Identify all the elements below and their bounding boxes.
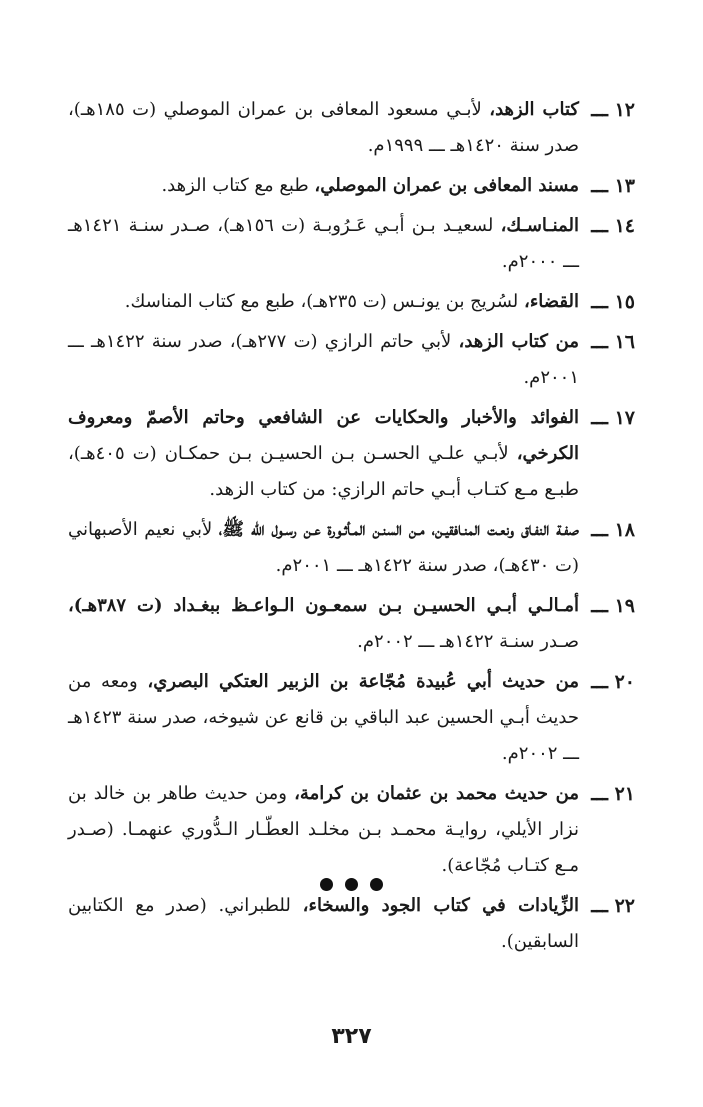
entry-body — [68, 588, 579, 660]
list-item — [68, 588, 635, 660]
list-item — [68, 400, 635, 508]
entry-body — [68, 400, 579, 508]
entry-text: لسُريج بن يونـس (ت ٢٣٥هـ)، طبع مع كتاب المناسك. — [124, 291, 519, 312]
page-number: ٣٢٧ — [331, 1024, 372, 1049]
entry-title: المنـاسـك، — [500, 215, 579, 236]
entry-title: صفـة النفـاق ونعـت المنـافقيـن، مـن السنـن المـأثـورة عـن رسـول الله ﷺ، — [218, 519, 579, 540]
entry-body — [68, 208, 579, 280]
entry-body — [68, 888, 579, 960]
list-item — [68, 168, 635, 204]
entry-number: ٢٠ ـــ — [591, 671, 635, 693]
entry-text: ومن حديث طاهر بن خالد بن نزار الأيلي، روايـة محمـد بـن مخلـد العطّـار الـدُّوري عنهمـا. (صـدر مـع كتـاب مُجّاعة). — [68, 783, 579, 876]
entry-number: ١٥ ـــ — [591, 291, 635, 313]
section-separator — [0, 878, 703, 895]
entry-body — [68, 168, 579, 204]
entry-text: ومعه من حديث أبـي الحسين عبد الباقي بن قانع عن شيوخه، صدر سنة ١٤٢٣هـ ـــ ٢٠٠٢م. — [68, 671, 579, 764]
entry-title: الفوائد والأخبار والحكايات عن الشافعي وحاتم الأصمّ ومعروف الكرخي، — [68, 407, 579, 464]
entry-text: لأبـي مسعود المعافى بن عمران الموصلي (ت ١٨٥هـ)، صدر سنة ١٤٢٠هـ ـــ ١٩٩٩م. — [68, 99, 579, 156]
bibliography-list — [68, 92, 635, 964]
entry-text: لسعيـد بـن أبـي عَـرُوبـة (ت ١٥٦هـ)، صـدر سنـة ١٤٢١هـ ـــ ٢٠٠٠م. — [68, 215, 579, 272]
entry-number: ١٩ ـــ — [591, 595, 635, 617]
list-item — [68, 512, 635, 584]
entry-number: ١٣ ـــ — [591, 175, 635, 197]
separator-dot-icon — [320, 878, 333, 891]
entry-body — [68, 776, 579, 884]
entry-title: مسند المعافى بن عمران الموصلي، — [314, 175, 579, 196]
entry-text: طبع مع كتاب الزهد. — [161, 175, 309, 196]
entry-text: لأبـي علـي الحسـن بـن الحسيـن بـن حمكـان (ت ٤٠٥هـ)، طبـع مـع كتـاب أبـي حاتم الرازي: من كتاب الزهد. — [68, 443, 579, 500]
entry-title: من حديث محمد بن عثمان بن كرامة، — [294, 783, 579, 804]
entry-title: من حديث أبي عُبيدة مُجّاعة بن الزبير العتكي البصري، — [147, 671, 579, 692]
list-item — [68, 92, 635, 164]
entry-text: لأبي حاتم الرازي (ت ٢٧٧هـ)، صدر سنة ١٤٢٢هـ ـــ ٢٠٠١م. — [68, 331, 579, 388]
list-item — [68, 664, 635, 772]
entry-number: ١٨ ـــ — [591, 519, 635, 541]
entry-number: ٢١ ـــ — [591, 783, 635, 805]
entry-title: الزِّيادات في كتاب الجود والسخاء، — [302, 895, 579, 916]
list-item — [68, 208, 635, 280]
entry-body — [68, 324, 579, 396]
entry-body — [68, 664, 579, 772]
entry-body — [68, 284, 579, 320]
entry-number: ١٦ ـــ — [591, 331, 635, 353]
list-item — [68, 324, 635, 396]
entry-number: ١٤ ـــ — [591, 215, 635, 237]
entry-text: للطبراني. (صدر مع الكتابين السابقين). — [68, 895, 579, 952]
separator-dot-icon — [370, 878, 383, 891]
list-item — [68, 776, 635, 884]
entry-text: لأبي نعيم الأصبهاني (ت ٤٣٠هـ)، صدر سنة ١٤٢٢هـ ـــ ٢٠٠١م. — [68, 519, 579, 576]
entry-title: أمـالـي أبـي الحسيـن بـن سمعـون الـواعـظ ببغـداد (ت ٣٨٧هـ)، — [68, 595, 579, 616]
entry-body — [68, 92, 579, 164]
entry-body — [68, 512, 579, 584]
entry-title: من كتاب الزهد، — [458, 331, 580, 352]
entry-number: ٢٢ ـــ — [591, 895, 635, 917]
list-item — [68, 284, 635, 320]
entry-title: كتاب الزهد، — [489, 99, 579, 120]
entry-title: القضاء، — [524, 291, 579, 312]
list-item — [68, 888, 635, 960]
separator-dot-icon — [345, 878, 358, 891]
entry-number: ١٧ ـــ — [591, 407, 635, 429]
entry-text: صـدر سنـة ١٤٢٢هـ ـــ ٢٠٠٢م. — [357, 631, 579, 652]
entry-number: ١٢ ـــ — [591, 99, 635, 121]
